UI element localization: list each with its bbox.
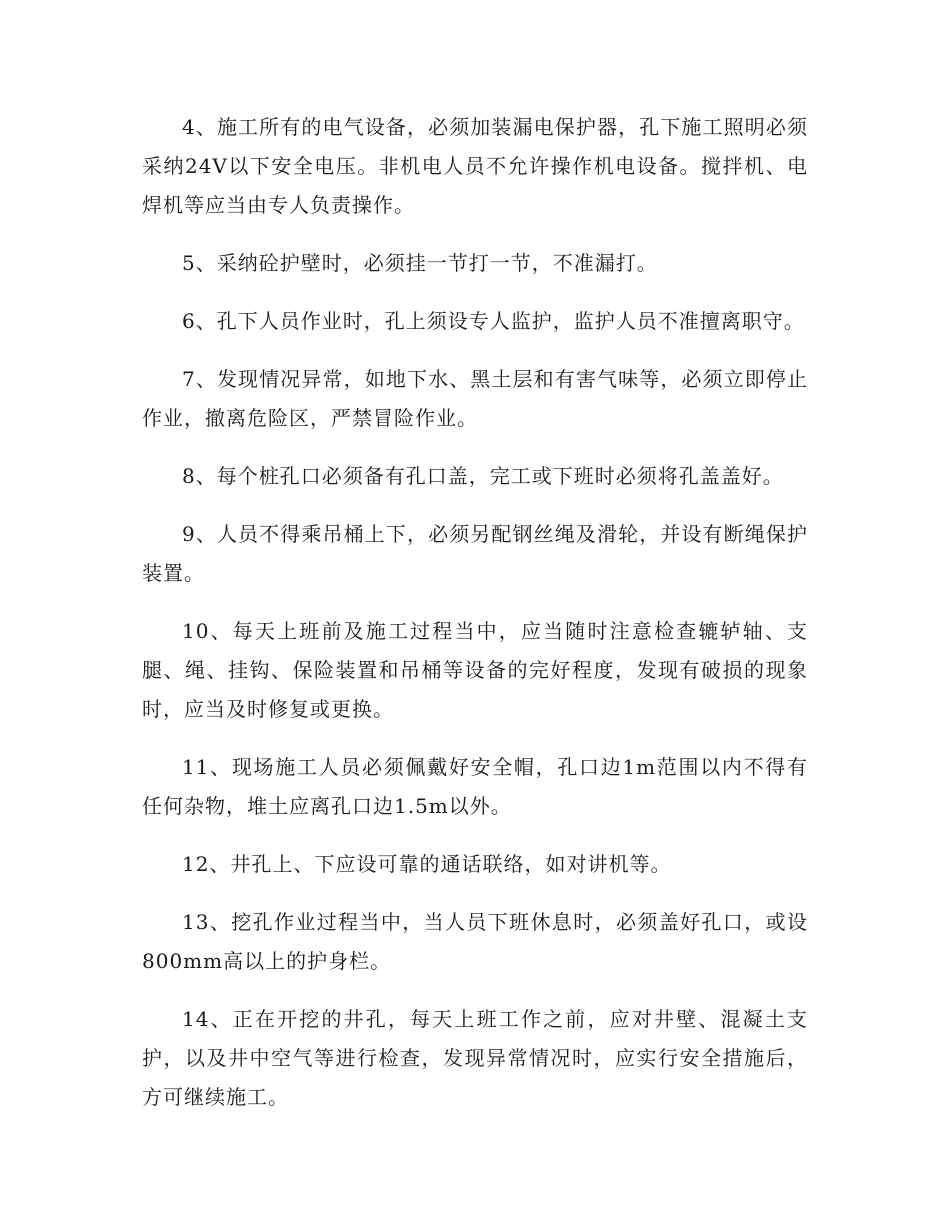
- paragraph-item-6: 6、孔下人员作业时，孔上须设专人监护，监护人员不准擅离职守。: [182, 309, 805, 333]
- paragraph-item-7: 7、发现情况异常，如地下水、黑土层和有害气味等，必须立即停止作业，撤离危险区，严禁冒险作业。: [142, 367, 808, 430]
- paragraph-item-13: 13、挖孔作业过程当中，当人员下班休息时，必须盖好孔口，或设800mm高以上的护身栏。: [142, 910, 808, 973]
- paragraph-item-8: 8、每个桩孔口必须备有孔口盖，完工或下班时必须将孔盖盖好。: [182, 464, 784, 488]
- paragraph-item-12: 12、井孔上、下应设可靠的通话联络，如对讲机等。: [182, 852, 672, 876]
- paragraph-item-4: 4、施工所有的电气设备，必须加装漏电保护器，孔下施工照明必须采纳24V以下安全电压。非机电人员不允许操作机电设备。搅拌机、电焊机等应当由专人负责操作。: [142, 115, 808, 217]
- paragraph-item-9: 9、人员不得乘吊桶上下，必须另配钢丝绳及滑轮，并设有断绳保护装置。: [142, 522, 808, 585]
- paragraph-item-11: 11、现场施工人员必须佩戴好安全帽，孔口边1m范围以内不得有任何杂物，堆土应离孔口边1.5m以外。: [142, 755, 808, 818]
- paragraph-item-5: 5、采纳砼护壁时，必须挂一节打一节，不准漏打。: [182, 251, 658, 275]
- paragraph-item-10: 10、每天上班前及施工过程当中，应当随时注意检查辘轳轴、支腿、绳、挂钩、保险装置和吊桶等设备的完好程度，发现有破损的现象时，应当及时修复或更换。: [142, 619, 808, 721]
- document-body: [142, 108, 808, 1117]
- paragraph-item-14: 14、正在开挖的井孔，每天上班工作之前，应对井壁、混凝土支护，以及井中空气等进行检查，发现异常情况时，应实行安全措施后，方可继续施工。: [142, 1007, 808, 1109]
